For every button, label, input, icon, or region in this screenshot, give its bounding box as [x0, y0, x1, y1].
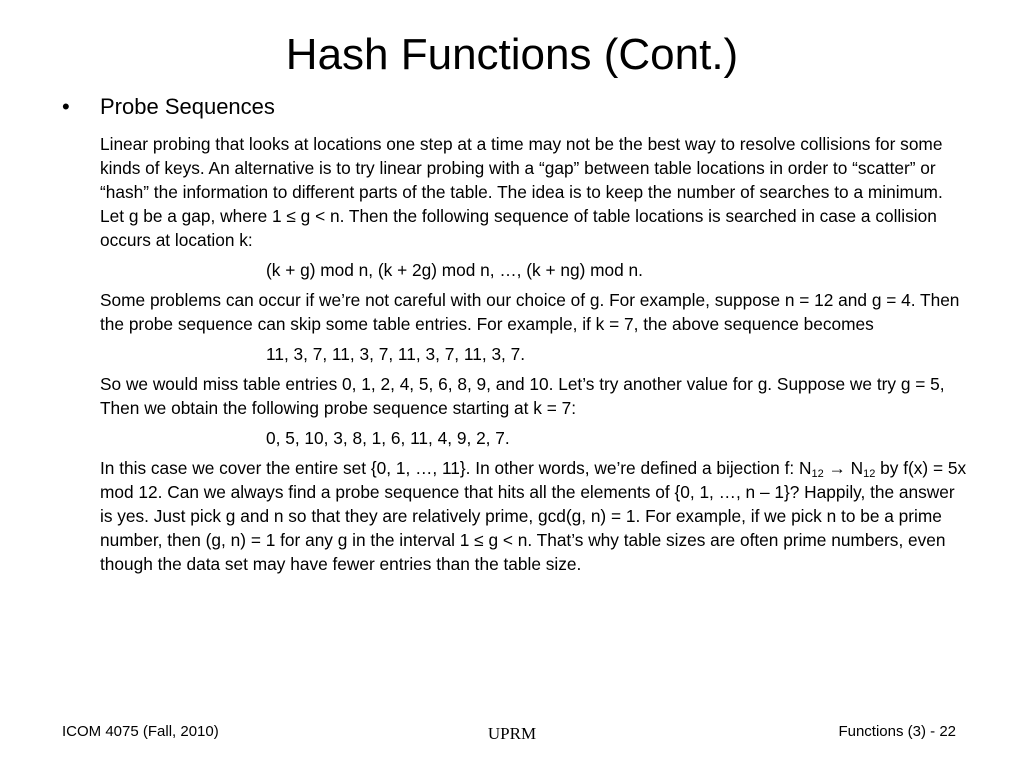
paragraph-4 — [100, 456, 970, 576]
paragraph-4-text-1: In this case we cover the entire set {0, 1, …, 11}. In other words, we’re defined a bijection f: N — [100, 458, 812, 478]
paragraph-3: So we would miss table entries 0, 1, 2, 4, 5, 6, 8, 9, and 10. Let’s try another value for g. Suppose we try g = 5, Then we obtain the following probe sequence starting at k = 7: — [100, 374, 945, 418]
slide-body — [100, 132, 970, 582]
sequence-2: 11, 3, 7, 11, 3, 7, 11, 3, 7, 11, 3, 7. — [266, 344, 526, 364]
footer-institution: UPRM — [487, 724, 537, 743]
paragraph-4-text-3: by f(x) = 5x mod 12. Can we always find a probe sequence that hits all the elements of {0, 1, …, n – 1}? Happily, the answer is yes. Just pick g and n so that they are relatively prime, gcd(g, n) = 1. For example, if we pick n to be a prime number, then (g, n) = 1 for any g in the interval 1 ≤ g < n. That’s why table sizes are often prime numbers, even though the data set may have fewer entries than the table size. — [100, 458, 967, 574]
slide-title: Hash Functions (Cont.) — [285, 30, 739, 79]
footer-page-number: Functions (3) - 22 — [838, 723, 956, 740]
paragraph-2: Some problems can occur if we’re not careful with our choice of g. For example, suppose n = 12 and g = 4. Then the probe sequence can skip some table entries. For example, if k = 7, the above sequence becomes — [100, 290, 960, 334]
subscript-1: 12 — [811, 468, 824, 480]
paragraph-1: Linear probing that looks at locations one step at a time may not be the best way to resolve collisions for some kinds of keys. An alternative is to try linear probing with a “gap” between table locations in order to “scatter” or “hash” the information to different parts of the table. The idea is to keep the number of searches to a minimum. Let g be a gap, where 1 ≤ g < n. Then the following sequence of table locations is searched in case a collision occurs at location k: — [100, 134, 943, 250]
bullet-item — [62, 93, 275, 121]
bullet-label: Probe Sequences — [100, 94, 275, 119]
subscript-2: 12 — [863, 468, 876, 480]
bullet-icon: • — [62, 94, 70, 119]
footer-course: ICOM 4075 (Fall, 2010) — [62, 723, 219, 740]
sequence-1: (k + g) mod n, (k + 2g) mod n, …, (k + ng) mod n. — [266, 260, 643, 280]
paragraph-4-text-2: → N — [823, 458, 864, 478]
sequence-3: 0, 5, 10, 3, 8, 1, 6, 11, 4, 9, 2, 7. — [266, 428, 510, 448]
